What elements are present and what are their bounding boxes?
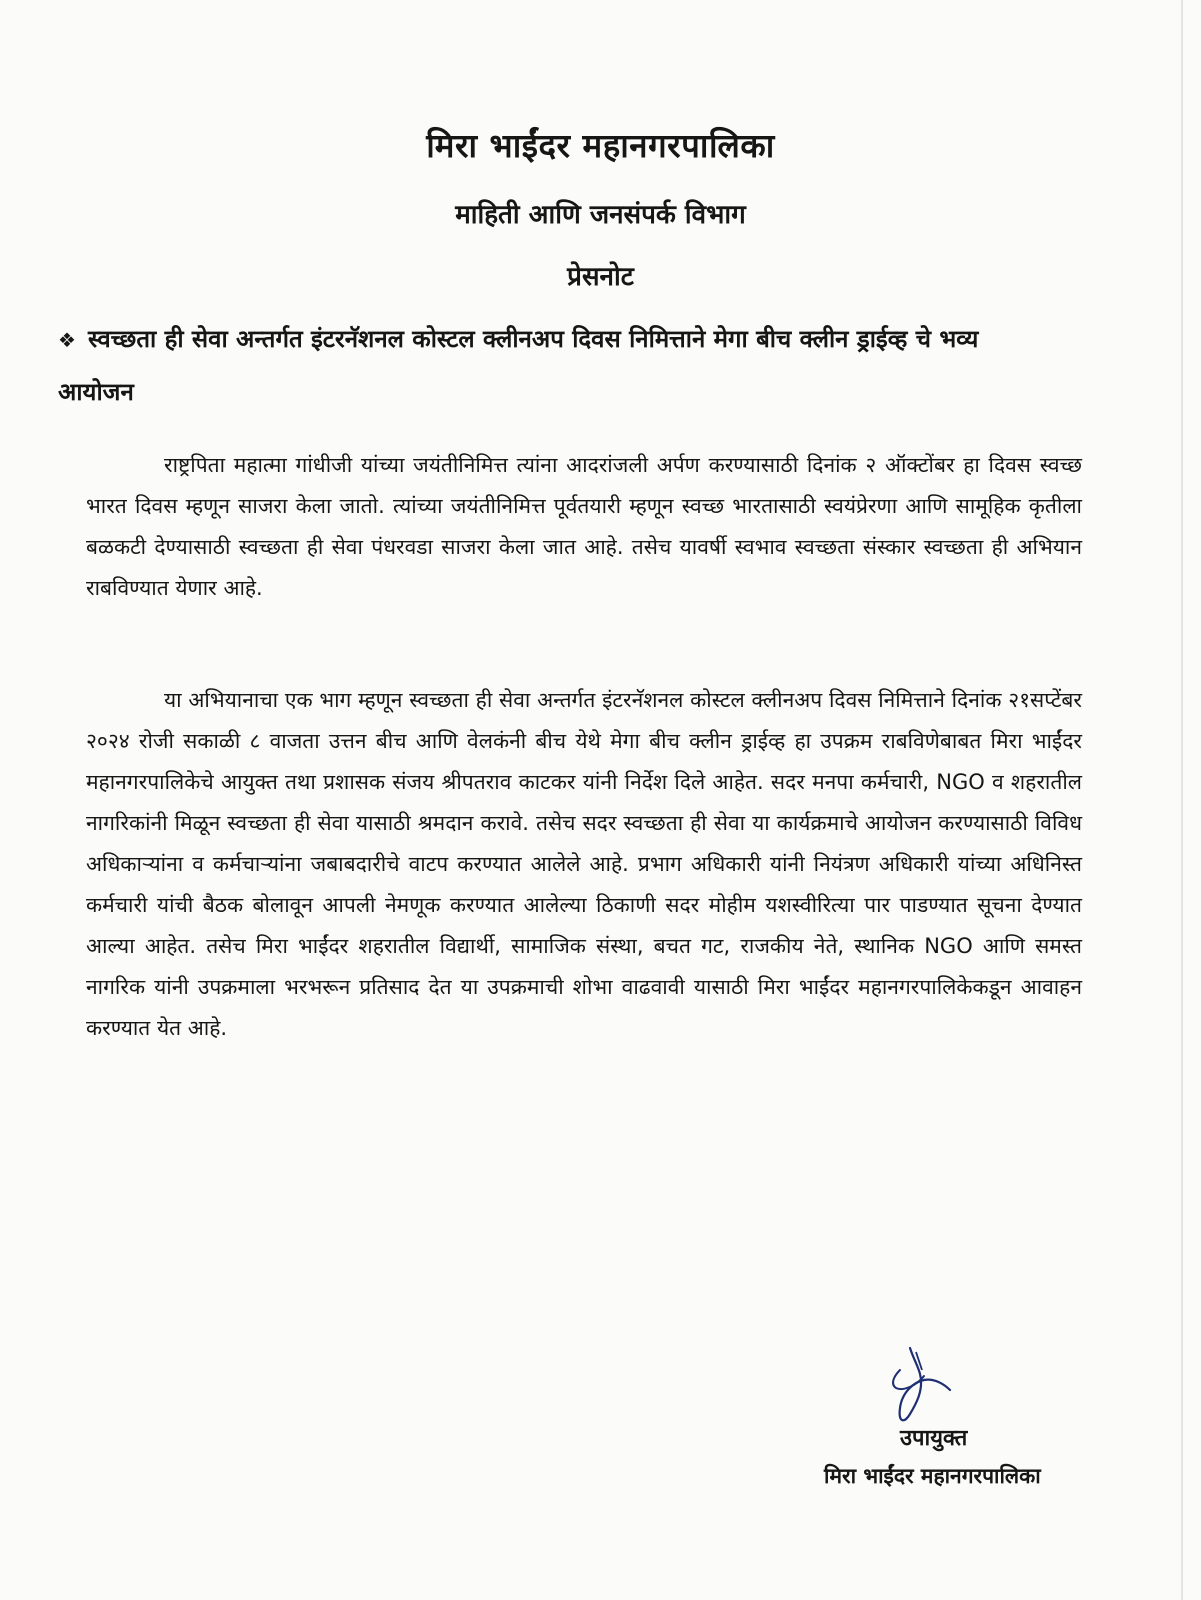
body-paragraph-1: राष्ट्रपिता महात्मा गांधीजी यांच्या जयंतीनिमित्त त्यांना आदरांजली अर्पण करण्यासाठी दिनांक २ ऑक्टोंबर हा दिवस स्वच्छ भारत दिवस म्हणून साजरा केला जातो. त्यांच्या जयंतीनिमित्त पूर्वतयारी म्हणून स्वच्छ भारतासाठी स्वयंप्रेरणा आणि सामूहिक कृतीला बळकटी देण्यासाठी स्वच्छता ही सेवा पंधरवडा साजरा केला जात आहे. तसेच यावर्षी स्वभाव स्वच्छता संस्कार स्वच्छता ही अभियान राबविण्यात येणार आहे. xyxy=(86,453,1082,600)
document-type-title: प्रेसनोट xyxy=(567,262,634,292)
signature-block xyxy=(820,1340,1150,1560)
body-paragraph-2: या अभियानाचा एक भाग म्हणून स्वच्छता ही सेवा अन्तर्गत इंटरनॅशनल कोस्टल क्लीनअप दिवस निमित्ताने दिनांक २१सप्टेंबर २०२४ रोजी सकाळी ८ वाजता उत्तन बीच आणि वेलकंनी बीच येथे मेगा बीच क्लीन ड्राईव्ह हा उपक्रम राबविणेबाबत मिरा भाईंदर महानगरपालिकेचे आयुक्त तथा प्रशासक संजय श्रीपतराव काटकर यांनी निर्देश दिले आहेत. सदर मनपा कर्मचारी, NGO व शहरातील नागरिकांनी मिळून स्वच्छता ही सेवा यासाठी श्रमदान करावे. तसेच सदर स्वच्छता ही सेवा या कार्यक्रमाचे आयोजन करण्यासाठी विविध अधिकाऱ्यांना व कर्मचाऱ्यांना जबाबदारीचे वाटप करण्यात आलेले आहे. प्रभाग अधिकारी यांनी नियंत्रण अधिकारी यांच्या अधिनिस्त कर्मचारी यांची बैठक बोलावून आपली नेमणूक करण्यात आलेल्या ठिकाणी सदर मोहीम यशस्वीरित्या पार पाडण्यात सूचना देण्यात आल्या आहेत. तसेच मिरा भाईंदर शहरातील विद्यार्थी, सामाजिक संस्था, बचत गट, राजकीय नेते, स्थानिक NGO आणि समस्त नागरिक यांनी उपक्रमाला भरभरून प्रतिसाद देत या उपक्रमाची शोभा वाढवावी यासाठी मिरा भाईंदर महानगरपालिकेकडून आवाहन करण्यात येत आहे. xyxy=(86,688,1082,1040)
signatory-designation: उपायुक्त xyxy=(900,1426,968,1451)
subject-text: स्वच्छता ही सेवा अन्तर्गत इंटरनॅशनल कोस्टल क्लीनअप दिवस निमित्ताने मेगा बीच क्लीन ड्राईव्ह चे भव्य आयोजन xyxy=(58,325,979,406)
organization-title: मिरा भाईंदर महानगरपालिका xyxy=(426,126,775,165)
department-title: माहिती आणि जनसंपर्क विभाग xyxy=(455,200,746,230)
handwritten-signature xyxy=(840,1340,1000,1430)
paper-edge xyxy=(1181,0,1183,1600)
subject-line xyxy=(58,313,1058,418)
subject-bullet-icon: ❖ xyxy=(58,328,76,352)
signatory-organization: मिरा भाईंदर महानगरपालिका xyxy=(824,1464,1041,1488)
